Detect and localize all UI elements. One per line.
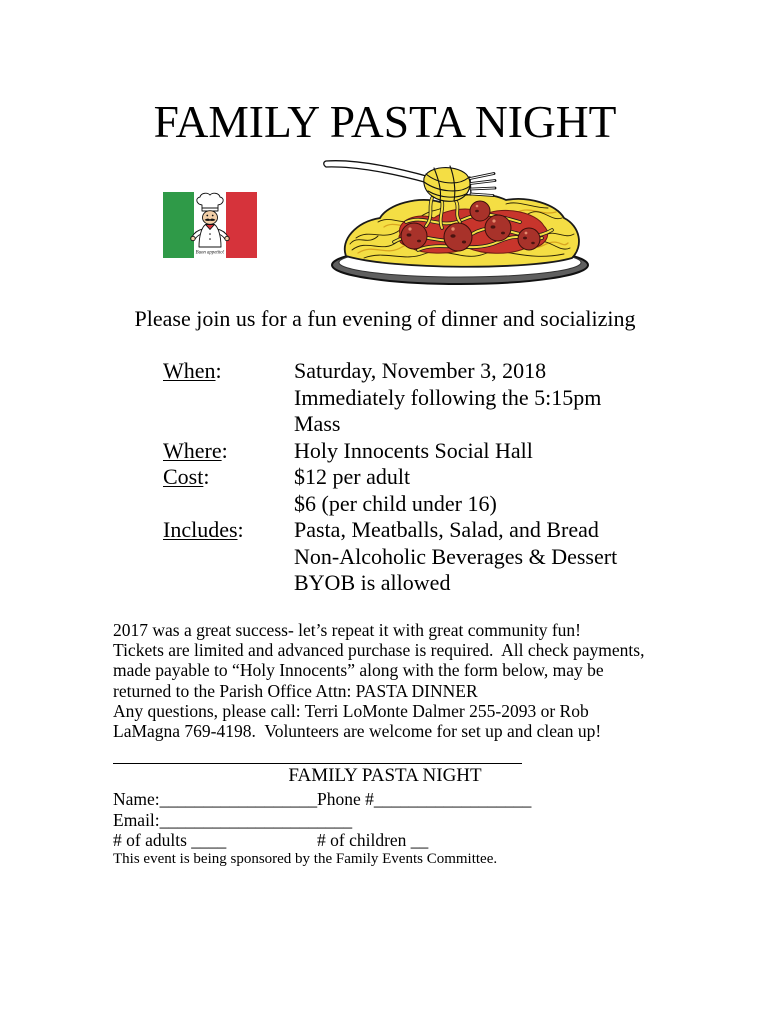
meatball-body [401, 223, 427, 249]
detail-label-cell [163, 358, 294, 438]
paragraph-line: Tickets are limited and advanced purchase is required. All check payments, [113, 640, 645, 661]
label-colon: : [221, 437, 228, 463]
meatball-highlight [408, 227, 411, 230]
meatball-spot [462, 241, 466, 244]
meatball-spot [475, 210, 479, 213]
detail-label-cell [163, 464, 294, 517]
flag-caption: Buon appetito! [195, 250, 225, 256]
paragraph-line: Any questions, please call: Terri LoMonte Dalmer 255-2093 or Rob [113, 700, 589, 721]
label-colon: : [203, 464, 210, 489]
when-time-continued: Mass [294, 411, 341, 436]
cost-child: $6 (per child under 16) [294, 490, 497, 516]
detail-includes [163, 517, 617, 597]
form-title: FAMILY PASTA NIGHT [288, 765, 482, 786]
chef-jacket-button [209, 238, 211, 240]
info-paragraph [113, 620, 644, 741]
form-name-blank: Name:__________________ [113, 789, 318, 809]
meatball [401, 223, 427, 249]
meatball [518, 228, 540, 250]
when-time: Immediately following the 5:15pm [294, 384, 602, 410]
invitation-text: Please join us for a fun evening of dinner and socializing [134, 306, 636, 331]
when-label: When [163, 358, 216, 383]
cost-adult: $12 per adult [294, 464, 411, 489]
meatball-highlight [492, 219, 495, 222]
meatball-spot [407, 233, 412, 236]
form-divider [113, 763, 522, 764]
detail-label-cell [163, 438, 294, 465]
includes-food: Pasta, Meatballs, Salad, and Bread [294, 517, 599, 542]
cost-label: Cost [163, 464, 204, 489]
label-colon: : [237, 517, 244, 542]
event-details [163, 358, 617, 597]
detail-when [163, 358, 617, 438]
detail-values [294, 358, 601, 438]
meatball-spot [450, 234, 455, 237]
twirl-bundle [424, 168, 470, 202]
sponsor-note: This event is being sponsored by the Family Events Committee. [113, 851, 498, 867]
meatball-spot [501, 232, 505, 235]
paragraph-line: returned to the Parish Office Attn: PASTA DINNER [113, 680, 478, 701]
meatball-highlight [525, 232, 528, 235]
meatball-spot [417, 240, 421, 243]
includes-label: Includes [163, 517, 238, 542]
flag-green-stripe [163, 192, 194, 258]
chef-hand-left [191, 236, 195, 240]
meatball-body [485, 215, 511, 241]
fork-tines-outline [470, 174, 495, 196]
flag-red-stripe [226, 192, 257, 258]
meatball-body [518, 228, 540, 250]
spaghetti-plate-icon [322, 156, 594, 288]
flyer-title: FAMILY PASTA NIGHT [153, 96, 617, 147]
label-colon: : [215, 358, 222, 383]
chef-jacket-button [209, 233, 211, 235]
where-location: Holy Innocents Social Hall [294, 437, 533, 463]
meatball-spot [491, 225, 496, 228]
meatball-body [444, 223, 472, 251]
where-label: Where [163, 437, 222, 463]
detail-cost [163, 464, 617, 517]
form-children-blank: # of children __ [317, 830, 429, 850]
includes-drinks: Non-Alcoholic Beverages & Dessert [294, 543, 618, 569]
paragraph-line: LaMagna 769-4198. Volunteers are welcome for set up and clean up! [113, 721, 602, 742]
meatball-highlight [451, 227, 454, 230]
when-date: Saturday, November 3, 2018 [294, 358, 547, 383]
detail-values [294, 464, 497, 517]
paragraph-line: 2017 was a great success- let’s repeat it with great community fun! [113, 620, 581, 640]
meatball [444, 223, 472, 251]
meatball-spot [523, 237, 527, 240]
spaghetti-twirl [424, 166, 470, 201]
detail-label-cell [163, 517, 294, 597]
includes-byob: BYOB is allowed [294, 570, 451, 595]
paragraph-line: made payable to “Holy Innocents” along with the form below, may be [113, 660, 604, 681]
chef-face [203, 211, 218, 225]
meatball-spot [531, 242, 535, 244]
meatball [485, 215, 511, 241]
detail-values [294, 517, 617, 597]
detail-where [163, 438, 617, 465]
meatball [470, 201, 490, 221]
chef-eye-left [206, 215, 208, 217]
detail-values [294, 438, 533, 465]
italian-flag-chef-icon [163, 192, 257, 258]
form-adults-blank: # of adults ____ [113, 830, 227, 850]
chef-eye-right [212, 215, 214, 217]
meatball-body [470, 201, 490, 221]
meatball-highlight [476, 205, 479, 208]
form-phone-blank: Phone #__________________ [317, 789, 532, 809]
form-email-blank: Email:______________________ [113, 810, 353, 830]
fork-tine-fill [470, 174, 494, 179]
chef-hand-right [225, 236, 229, 240]
